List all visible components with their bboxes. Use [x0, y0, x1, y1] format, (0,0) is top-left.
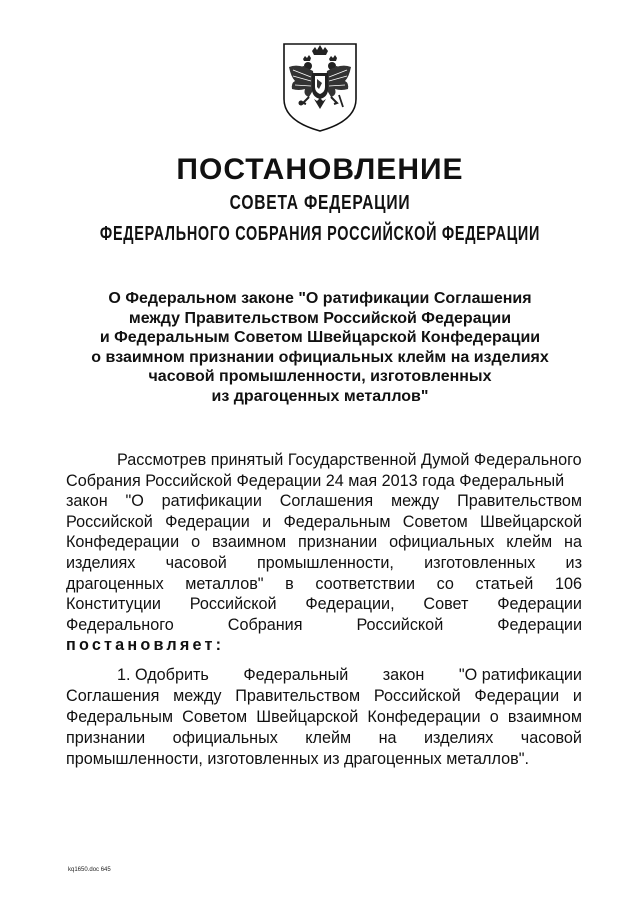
word: Российской	[66, 512, 153, 531]
word: между	[173, 687, 222, 705]
word: Конфедерации	[66, 533, 180, 552]
word: Советом	[182, 708, 248, 726]
subject-line: О Федеральном законе "О ратификации Соглашения	[108, 290, 532, 307]
word: о	[191, 533, 201, 552]
word: Федерации	[165, 512, 250, 531]
text-line	[66, 512, 582, 533]
word: Федерации	[497, 615, 582, 634]
word: между	[390, 492, 440, 511]
subject-line: часовой промышленности, изготовленных	[148, 368, 492, 385]
resolves-keyword: постановляет:	[66, 636, 225, 655]
text-line	[66, 532, 582, 553]
word: Правительством	[457, 492, 582, 511]
text-line	[66, 686, 582, 707]
word: и	[262, 512, 272, 531]
text-line	[66, 749, 582, 770]
word: о	[489, 708, 499, 726]
word: Совет	[423, 595, 469, 614]
text-line	[66, 665, 582, 686]
subject-line: о взаимном признании официальных клейм на изделиях	[91, 348, 549, 366]
word: Соглашения	[279, 492, 374, 511]
word: взаимном	[507, 708, 582, 726]
preamble-paragraph	[66, 450, 582, 656]
word: Федеральный	[243, 666, 349, 684]
word: "О	[125, 492, 144, 511]
word: промышленности, изготовленных из драгоценных металлов".	[66, 750, 529, 768]
word: Федерации	[474, 687, 560, 705]
document-code: kq1650.doc 645	[68, 867, 111, 873]
word: клейм	[506, 533, 553, 552]
text-line	[66, 594, 582, 615]
word: драгоценных	[66, 574, 164, 593]
word: 106	[554, 574, 582, 593]
word: Швейцарской	[256, 708, 359, 726]
word: Собрания	[227, 615, 303, 634]
text-line	[66, 574, 582, 595]
word: Федеральным	[283, 512, 391, 531]
word: со	[436, 574, 454, 593]
subject-line: из драгоценных металлов"	[211, 387, 429, 405]
word: Российской	[189, 595, 277, 614]
word: статьей	[475, 574, 534, 593]
word: Федерации,	[305, 595, 395, 614]
page-title: ПОСТАНОВЛЕНИЕ	[176, 153, 464, 186]
text-line	[66, 728, 582, 749]
word: Российской	[356, 615, 444, 634]
text-line	[66, 635, 582, 656]
word: и	[572, 687, 582, 705]
decision-item-1	[66, 665, 582, 770]
word: Конституции	[66, 595, 161, 614]
word: на	[378, 729, 397, 747]
word: Правительством	[235, 687, 361, 705]
word: Рассмотрев принятый Государственной Думой Федерального	[117, 451, 582, 469]
word: металлов"	[185, 574, 264, 593]
word: Швейцарской	[480, 512, 582, 531]
text-line	[66, 471, 582, 492]
text-line	[66, 707, 582, 728]
word: промышленности,	[257, 553, 394, 572]
word: Федеральным	[66, 708, 173, 726]
word: взаимном	[211, 533, 287, 552]
word: закон	[382, 666, 425, 684]
issuer-line-2: ФЕДЕРАЛЬНОГО СОБРАНИЯ РОССИЙСКОЙ ФЕДЕРАЦИИ	[99, 223, 541, 245]
word: ратификации	[161, 492, 262, 511]
word: часовой	[165, 553, 227, 572]
word: клейм	[305, 729, 352, 747]
word: Российской	[373, 687, 461, 705]
word: изготовленных	[424, 553, 536, 572]
word: часовой	[520, 729, 582, 747]
word: официальных	[172, 729, 278, 747]
word: 1. Одобрить	[117, 666, 209, 684]
word: официальных	[389, 533, 495, 552]
word: Конфедерации	[367, 708, 481, 726]
word: "О ратификации	[458, 666, 582, 684]
word: признании	[66, 729, 146, 747]
word: изделиях	[423, 729, 494, 747]
word: Федерации	[497, 595, 582, 614]
word: признании	[297, 533, 378, 552]
subject-line: и Федеральным Советом Швейцарской Конфедерации	[99, 329, 541, 346]
word: изделиях	[66, 553, 136, 572]
text-line	[66, 491, 582, 512]
word: Соглашения	[66, 687, 160, 705]
resolution-subject	[60, 289, 580, 406]
word: Собрания Российской Федерации 24 мая 2013 года Федеральный	[66, 471, 565, 490]
issuer-line-1: СОВЕТА ФЕДЕРАЦИИ	[229, 192, 411, 214]
russian-coat-of-arms-icon	[281, 41, 359, 133]
text-line	[66, 615, 582, 636]
text-line	[66, 553, 582, 574]
word: на	[564, 533, 582, 552]
word: соответствии	[315, 574, 415, 593]
word: в	[285, 574, 294, 593]
word: из	[565, 553, 582, 572]
subject-line: между Правительством Российской Федерации	[128, 309, 512, 327]
word: Федерального	[66, 615, 174, 634]
word: Советом	[402, 512, 468, 531]
text-line	[66, 450, 582, 471]
word: закон	[66, 492, 108, 511]
